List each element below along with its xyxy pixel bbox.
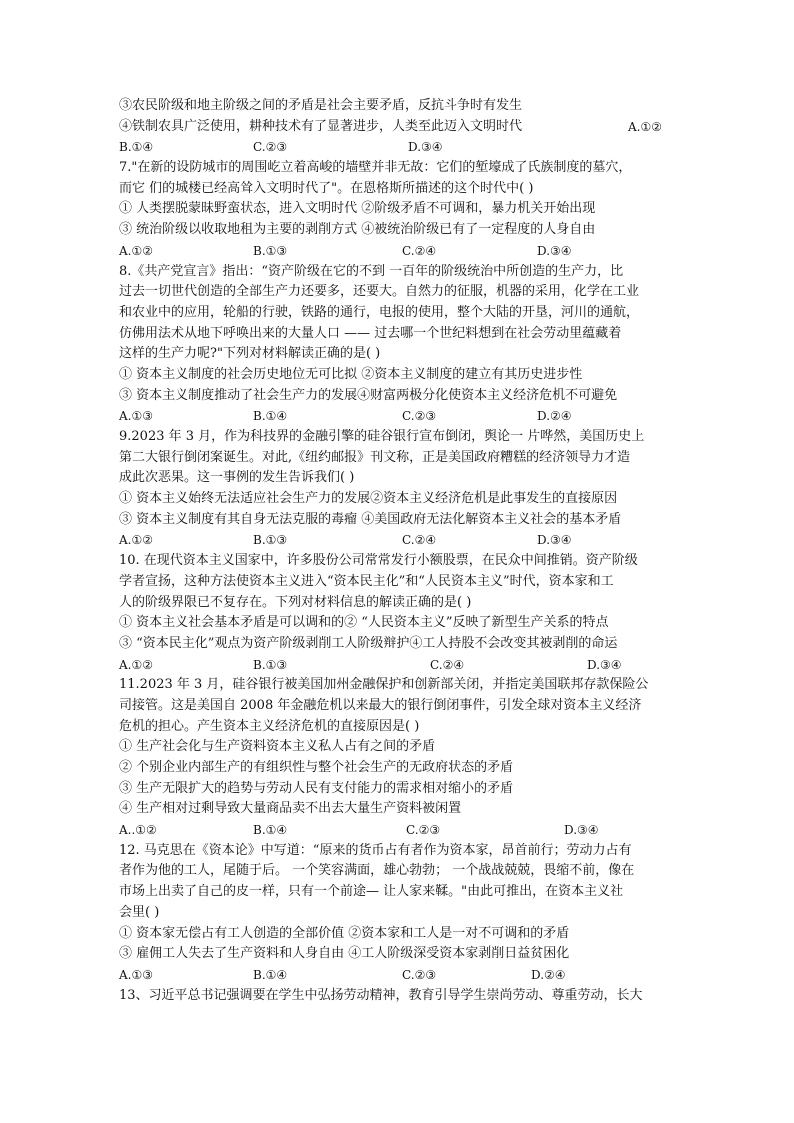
q12-statement-line-2: ③ 雇佣工人失去了生产资料和人身自由 ④工人阶级深受资本家剥削日益贫困化 — [119, 946, 570, 962]
q12-stem-line-2: 者作为他的工人，尾随于后。 一个笑容满面，雄心勃勃； 一个战战兢兢，畏缩不前，像在 — [119, 863, 635, 879]
q6-choices — [119, 137, 681, 158]
q6-choice-c: C.②③ — [253, 140, 288, 155]
q7-choice-b: B.①③ — [253, 243, 288, 258]
q11-statement-1: ① 生产社会化与生产资料资本主义私人占有之间的矛盾 — [119, 739, 436, 755]
q6-choice-b: B.①④ — [119, 140, 154, 155]
q12-statement-line-1: ① 资本家无偿占有工人创造的全部价值 ②资本家和工人是一对不可调和的矛盾 — [119, 925, 570, 941]
q12-choice-b: B.①④ — [253, 967, 288, 982]
q12-choice-a: A.①③ — [119, 967, 153, 982]
q9-choices — [119, 530, 681, 551]
q8-stem-line-4: 仿佛用法术从地下呼唤出来的大量人口 —— 过去哪一个世纪料想到在社会劳动里蕴藏着 — [119, 325, 622, 341]
q13-stem-line-1: 13、习近平总书记强调要在学生中弘扬劳动精神，教育引导学生崇尚劳动、尊重劳动，长大 — [119, 987, 643, 1003]
q8-choice-b: B.①④ — [253, 409, 288, 424]
q11-choice-d: D.③④ — [564, 823, 599, 838]
q11-choice-a: A..①② — [119, 823, 157, 838]
q7-stem-line-2: 而它 们的城楼已经高耸入文明时代了"。在恩格斯所描述的这个时代中( ) — [119, 180, 534, 196]
q8-stem-line-2: 过去一切世代创造的全部生产力还要多，还要大。自然力的征服，机器的采用，化学在工业 — [119, 284, 640, 300]
q10-stem-line-1: 10. 在现代资本主义国家中，许多股份公司常常发行小额股票，在民众中间推销。资产阶级 — [119, 553, 638, 569]
q11-stem-line-2: 司接管。这是美国自 2008 年金融危机以来最大的银行倒闭事件，引发全球对资本主义经济 — [119, 697, 642, 713]
q10-choices — [119, 655, 681, 676]
q7-choices — [119, 241, 681, 262]
q10-choice-a: A.①② — [119, 657, 153, 672]
q9-choice-c: C.②④ — [402, 533, 437, 548]
q6-option-4-text: ④铁制农具广泛使用，耕种技术有了显著进步，人类至此迈入文明时代 — [119, 118, 523, 134]
q6-option-line-3: ③农民阶级和地主阶级之间的矛盾是社会主要矛盾，反抗斗争时有发生 — [119, 98, 523, 113]
q8-statement-line-1: ① 资本主义制度的社会历史地位无可比拟 ②资本主义制度的建立有其历史进步性 — [119, 366, 583, 382]
q10-statement-line-1: ① 资本主义社会基本矛盾是可以调和的② “人民资本主义”反映了新型生产关系的特点 — [119, 615, 609, 631]
q11-stem-line-1: 11.2023 年 3 月，硅谷银行被美国加州金融保护和创新部关闭，并指定美国联邦存款保险公 — [119, 677, 649, 693]
q7-choice-a: A.①② — [119, 243, 153, 258]
q7-choice-d: D.③④ — [537, 243, 572, 258]
q9-choice-b: B.①③ — [253, 533, 288, 548]
q12-stem-line-1: 12. 马克思在《资本论》中写道：“原来的货币占有者作为资本家，昂首前行；劳动力占有 — [119, 842, 632, 858]
q7-statement-line-2: ③ 统治阶级以收取地租为主要的剥削方式 ④被统治阶级已有了一定程度的人身自由 — [119, 222, 596, 238]
q8-choices — [119, 406, 681, 427]
q9-choice-d: D.③④ — [537, 533, 572, 548]
q8-choice-a: A.①③ — [119, 409, 153, 424]
q8-stem-line-3: 和农业中的应用，轮船的行驶，铁路的通行，电报的使用，整个大陆的开垦，河川的通航， — [119, 304, 640, 320]
q11-statement-4: ④ 生产相对过剩导致大量商品卖不出去大量生产资料被闲置 — [119, 801, 462, 817]
q8-stem-line-5: 这样的生产力呢?"下列对材料解读正确的是( ) — [119, 346, 381, 362]
q10-stem-line-3: 人的阶级界限已不复存在。下列对材料信息的解读正确的是( ) — [119, 594, 472, 610]
q7-choice-c: C.②④ — [402, 243, 437, 258]
q9-stem-line-1: 9.2023 年 3 月，作为科技界的金融引擎的硅谷银行宣布倒闭，舆论一 片哗然，美国历史上 — [119, 429, 645, 444]
q10-statement-line-2: ③ “资本民主化”观点为资产阶级剥削工人阶级辩护④工人持股不会改变其被剥削的命运 — [119, 635, 618, 651]
q11-choice-c: C.②③ — [406, 823, 441, 838]
q10-stem-line-2: 学者宣扬，这种方法使资本主义进入“资本民主化”和“人民资本主义”时代，资本家和工 — [119, 573, 614, 589]
q7-stem-line-1: 7."在新的设防城市的周围屹立着高峻的墙壁并非无故：它们的堑壕成了氏族制度的墓穴， — [119, 160, 632, 176]
q10-choice-d: D.③④ — [587, 657, 622, 672]
q11-stem-line-3: 危机的担心。产生资本主义经济危机的直接原因是( ) — [119, 718, 420, 734]
q11-statement-3: ③ 生产无限扩大的趋势与劳动人民有支付能力的需求相对缩小的矛盾 — [119, 780, 514, 796]
q12-stem-line-4: 会里( ) — [119, 904, 160, 920]
q12-stem-line-3: 市场上出卖了自己的皮一样，只有一个前途— 让人家来鞣。"由此可推出，在资本主义社 — [119, 884, 624, 900]
q12-choice-c: C.②③ — [402, 967, 437, 982]
q8-choice-c: C.②③ — [402, 409, 437, 424]
q9-stem-line-2: 第二大银行倒闭案诞生。对此,《纽约邮报》刊文称，正是美国政府糟糕的经济领导力才造 — [119, 449, 631, 465]
q8-choice-d: D.②④ — [537, 409, 572, 424]
q12-choice-d: D.②④ — [531, 967, 566, 982]
q11-statement-2: ② 个别企业内部生产的有组织性与整个社会生产的无政府状态的矛盾 — [119, 760, 514, 775]
q10-choice-c: C.②④ — [430, 657, 465, 672]
q6-choice-a: A.①② — [628, 119, 662, 134]
q9-statement-line-1: ① 资本主义始终无法适应社会生产力的发展②资本主义经济危机是此事发生的直接原因 — [119, 491, 618, 507]
q9-stem-line-3: 成此次恶果。这一事例的发生告诉我们( ) — [119, 470, 355, 486]
q6-choice-d: D.③④ — [408, 140, 443, 155]
q10-choice-b: B.①③ — [253, 657, 288, 672]
q7-statement-line-1: ① 人类摆脱蒙昧野蛮状态，进入文明时代 ②阶级矛盾不可调和，暴力机关开始出现 — [119, 201, 596, 217]
q11-choices — [119, 820, 681, 841]
q8-stem-line-1: 8.《共产党宣言》指出：“资产阶级在它的不到 一百年的阶级统治中所创造的生产力，比 — [119, 263, 624, 279]
q8-statement-line-2: ③ 资本主义制度推动了社会生产力的发展④财富两极分化使资本主义经济危机不可避免 — [119, 387, 618, 403]
q12-choices — [119, 965, 681, 986]
q11-choice-b: B.①④ — [253, 823, 288, 838]
q9-statement-line-2: ③ 资本主义制度有其自身无法克服的毒瘤 ④美国政府无法化解资本主义社会的基本矛盾 — [119, 511, 622, 527]
q9-choice-a: A.①② — [119, 533, 153, 548]
q6-option-line-4 — [119, 117, 681, 138]
exam-page — [119, 96, 681, 1006]
